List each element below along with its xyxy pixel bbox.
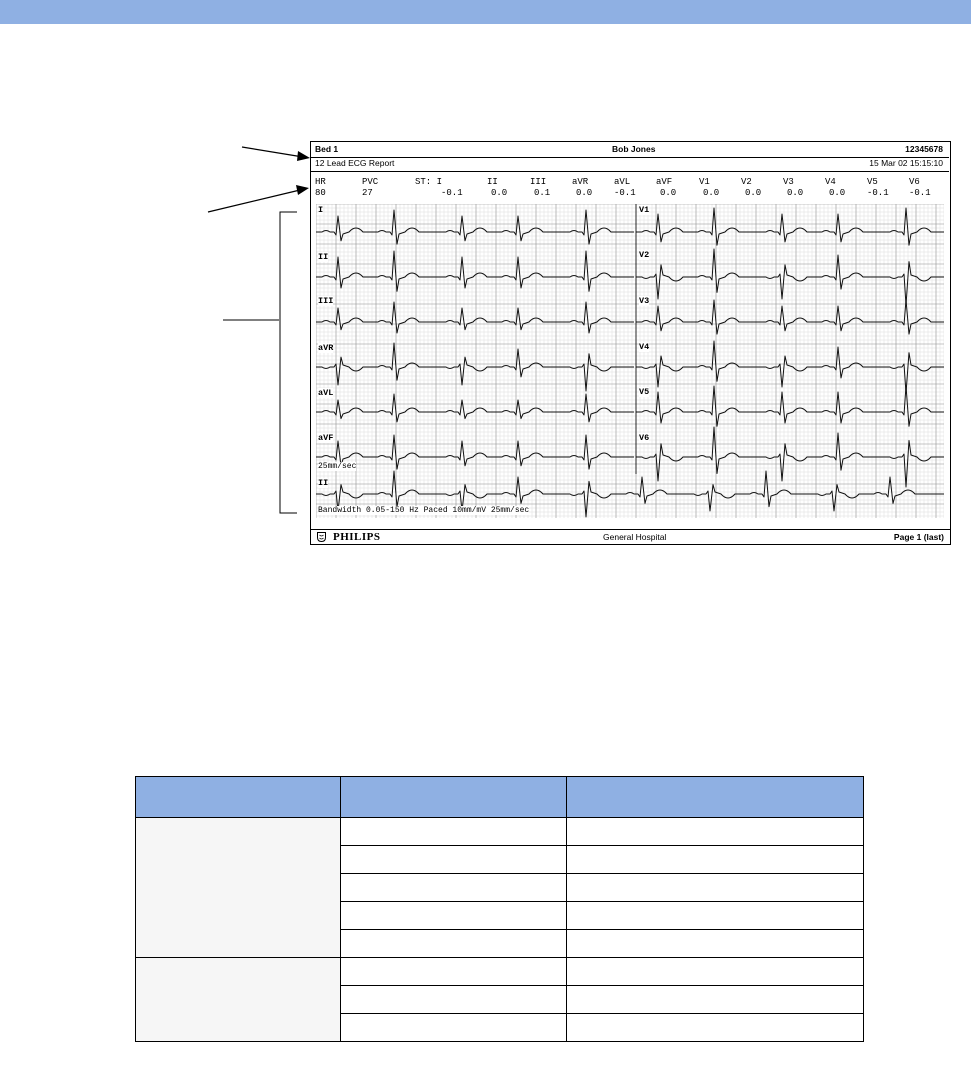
- lead-label-avf: aVF: [318, 433, 334, 443]
- arrowhead-header: [297, 151, 310, 161]
- measurement-label: V3: [783, 177, 794, 187]
- measurement-label: III: [530, 177, 547, 187]
- ecg-fine-grid: [316, 204, 944, 518]
- lead-label-avl: aVL: [318, 388, 334, 398]
- callout-arrow-header: [242, 147, 303, 157]
- measurement-value: 0.0: [829, 188, 846, 198]
- ecg-trace-v3: [636, 300, 944, 334]
- table-cell: [567, 958, 864, 986]
- table-row: [136, 958, 864, 986]
- data-table: [135, 776, 864, 1042]
- measurement-value: 27: [362, 188, 373, 198]
- speed-label: 25mm/sec: [318, 462, 357, 471]
- report-datetime: 15 Mar 02 15:15:10: [869, 158, 943, 168]
- measurement-value: 0.0: [491, 188, 508, 198]
- report-header-row-2: [310, 156, 949, 171]
- measurement-value: 0.0: [703, 188, 720, 198]
- report-header-row-1: [310, 142, 949, 157]
- ecg-trace-v4: [636, 341, 944, 393]
- rhythm-lead-label: II: [318, 478, 329, 488]
- philips-logo-text: PHILIPS: [333, 531, 381, 543]
- callout-arrow-measurements: [208, 190, 300, 212]
- measurement-label: PVC: [362, 177, 379, 187]
- measurement-label: aVL: [614, 177, 631, 187]
- table-cell: [341, 1014, 567, 1042]
- measurement-label: HR: [315, 177, 326, 187]
- measurement-value: 0.1: [534, 188, 551, 198]
- lead-label-v1: V1: [639, 205, 650, 215]
- lead-label-v2: V2: [639, 250, 650, 260]
- philips-shield-icon: [317, 532, 326, 542]
- table-cell: [341, 930, 567, 958]
- table-header-col-1: [136, 777, 341, 818]
- measurement-label: V4: [825, 177, 836, 187]
- table-group-cell: [136, 818, 341, 958]
- waves-bracket: [280, 212, 297, 513]
- table-cell: [341, 846, 567, 874]
- measurement-label: V5: [867, 177, 878, 187]
- measurement-value: 0.0: [660, 188, 677, 198]
- measurement-label: ST: I: [415, 177, 443, 187]
- table-cell: [567, 818, 864, 846]
- bandwidth-info: Bandwidth 0.05-150 Hz Paced 10mm/mV 25mm/sec: [318, 506, 530, 515]
- measurement-label: V6: [909, 177, 920, 187]
- measurement-label: V2: [741, 177, 752, 187]
- measurement-label: V1: [699, 177, 710, 187]
- table-cell: [567, 902, 864, 930]
- report-footer: [310, 529, 951, 545]
- table-row: [136, 818, 864, 846]
- ecg-trace-ii: [316, 251, 634, 291]
- ecg-trace-i: [316, 210, 634, 244]
- arrowhead-measurements: [296, 185, 309, 195]
- table-cell: [567, 846, 864, 874]
- report-title: 12 Lead ECG Report: [315, 158, 395, 168]
- table-group-cell: [136, 958, 341, 1042]
- ecg-trace-v2: [636, 249, 944, 305]
- table-cell: [567, 1014, 864, 1042]
- table-header-col-2: [341, 777, 567, 818]
- ecg-major-grid: [316, 204, 944, 518]
- measurement-value: -0.1: [441, 188, 463, 198]
- measurement-value: -0.1: [909, 188, 931, 198]
- measurement-label: aVR: [572, 177, 589, 187]
- ecg-trace-iii: [316, 302, 634, 333]
- measurement-label: aVF: [656, 177, 673, 187]
- top-accent-bar: [0, 0, 971, 24]
- measurement-label: II: [487, 177, 498, 187]
- table-header-col-3: [567, 777, 864, 818]
- table-header-row: [136, 777, 864, 818]
- measurement-value: 80: [315, 188, 326, 198]
- table-cell: [567, 874, 864, 902]
- ecg-grid-and-waves: [316, 204, 944, 518]
- patient-id: 12345678: [905, 144, 943, 154]
- lead-label-v3: V3: [639, 296, 650, 306]
- table-cell: [567, 986, 864, 1014]
- page-indicator: Page 1 (last): [893, 532, 944, 542]
- lead-label-i: I: [318, 205, 324, 215]
- ecg-trace-v1: [636, 208, 944, 245]
- header-divider-2: [310, 171, 949, 172]
- table-cell: [341, 874, 567, 902]
- bed-label: Bed 1: [315, 144, 339, 154]
- lead-label-iii: III: [318, 296, 334, 306]
- lead-label-ii: II: [318, 252, 329, 262]
- hospital-name: General Hospital: [603, 532, 667, 542]
- measurement-value: 0.0: [745, 188, 762, 198]
- measurement-value: -0.1: [614, 188, 636, 198]
- lead-label-v6: V6: [639, 433, 650, 443]
- measurement-value: 0.0: [787, 188, 804, 198]
- table-cell: [341, 986, 567, 1014]
- table-cell: [567, 930, 864, 958]
- lead-label-v5: V5: [639, 387, 650, 397]
- lead-label-avr: aVR: [318, 343, 334, 353]
- patient-name: Bob Jones: [612, 144, 656, 154]
- table-cell: [341, 818, 567, 846]
- table-cell: [341, 958, 567, 986]
- measurement-value: 0.0: [576, 188, 593, 198]
- ecg-waveform-area: [316, 204, 944, 518]
- ecg-report: [310, 141, 951, 543]
- measurement-value: -0.1: [867, 188, 889, 198]
- table-cell: [341, 902, 567, 930]
- lead-label-v4: V4: [639, 342, 650, 352]
